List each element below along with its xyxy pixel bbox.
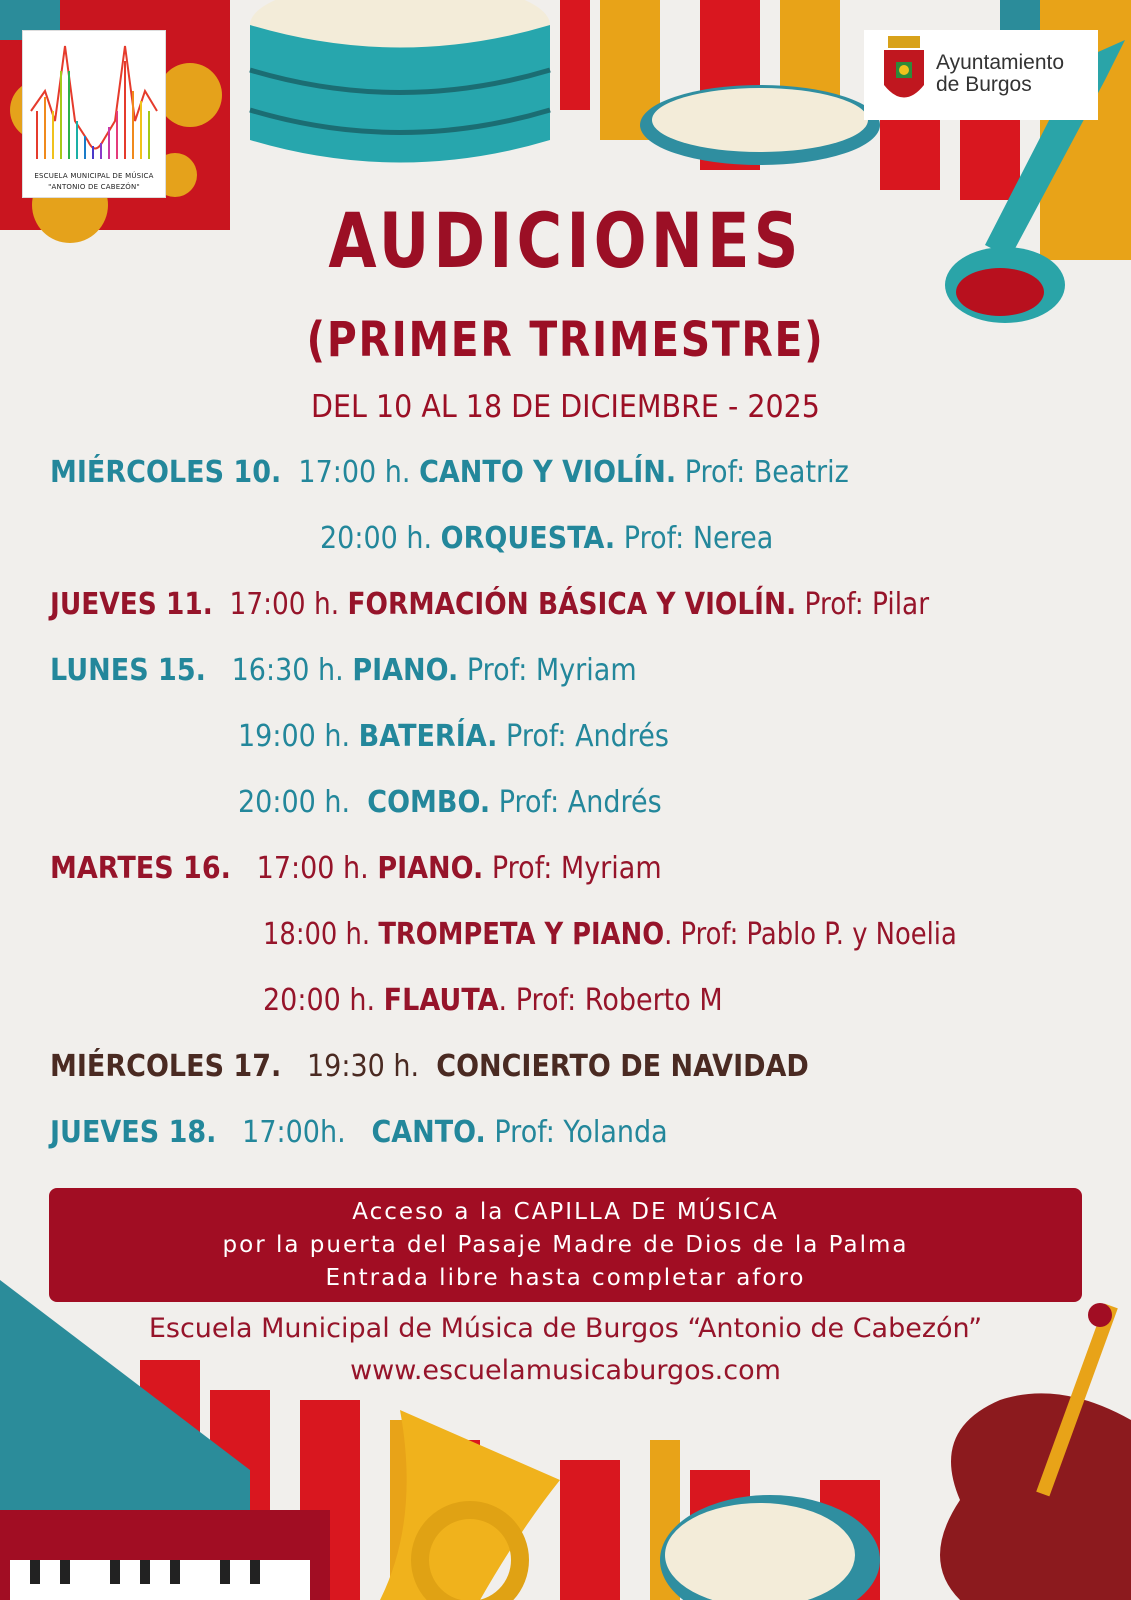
schedule-prof: Prof: Beatriz [684,455,849,490]
schedule-row [50,453,938,493]
schedule-event: TROMPETA Y PIANO [378,917,665,952]
schedule-row [50,1113,736,1153]
coat-of-arms-icon [874,30,934,120]
schedule-time: 16:30 h. [231,653,344,688]
schedule-prof: Prof: Yolanda [494,1115,668,1150]
schedule-event: COMBO. [367,785,491,820]
footer-school-name: Escuela Municipal de Música de Burgos “Antonio de Cabezón” [148,1313,983,1344]
schedule-event: FORMACIÓN BÁSICA Y VIOLÍN. [347,587,797,622]
schedule-day: MIÉRCOLES 10. [50,455,282,490]
city-logo-line2: de Burgos [936,73,1032,96]
city-logo-line1: Ayuntamiento [936,51,1065,74]
schedule-time: 19:30 h. [306,1049,420,1084]
footer-website[interactable]: www.escuelamusicaburgos.com [350,1355,781,1386]
schedule-time: 19:00 h. [238,719,351,754]
schedule-time: 17:00 h. [298,455,411,490]
access-info-box [49,1188,1082,1302]
schedule-row [263,915,1070,955]
schedule-time: 20:00 h. [263,983,376,1018]
schedule-time: 18:00 h. [263,917,371,952]
violin-icon [940,1393,1131,1600]
school-logo-line2: "ANTONIO DE CABEZÓN" [48,183,140,191]
schedule-row [320,519,824,559]
poster-subtitle: (PRIMER TRIMESTRE) [306,312,825,368]
schedule-day: JUEVES 11. [50,587,213,622]
schedule-event: ORQUESTA. [440,521,616,556]
schedule-row [263,981,774,1021]
schedule-prof: Prof: Andrés [498,785,662,820]
schedule-event: CONCIERTO DE NAVIDAD [436,1049,809,1084]
school-logo [22,30,166,198]
bell-icon [158,63,222,127]
schedule-prof: Prof: Myriam [466,653,637,688]
schedule-row [50,585,1049,625]
schedule-time: 17:00 h. [256,851,369,886]
schedule-prof: Prof: Myriam [491,851,662,886]
schedule-prof: Prof: Pilar [804,587,930,622]
poster-dates: DEL 10 AL 18 DE DICIEMBRE - 2025 [311,389,820,425]
schedule-prof: . Prof: Roberto M [498,983,723,1018]
schedule-event: FLAUTA [383,983,499,1018]
schedule-time: 20:00 h. [238,785,351,820]
schedule-row [50,651,702,691]
schedule-event: PIANO. [377,851,484,886]
city-logo [864,30,1098,120]
school-logo-line1: ESCUELA MUNICIPAL DE MÚSICA [34,172,154,180]
schedule-row [50,849,730,889]
schedule-row [50,1047,893,1087]
schedule-event: CANTO. [371,1115,486,1150]
schedule-day: LUNES 15. [50,653,206,688]
schedule-row [238,783,709,823]
schedule-event: PIANO. [352,653,459,688]
poster-title: AUDICIONES [328,196,803,285]
organ-logo-icon [23,31,165,171]
access-line-2: por la puerta del Pasaje Madre de Dios de la Palma [222,1232,909,1258]
access-line-1: Acceso a la CAPILLA DE MÚSICA [352,1199,779,1225]
schedule-day: MIÉRCOLES 17. [50,1049,282,1084]
schedule-event: CANTO Y VIOLÍN. [419,455,677,490]
schedule-prof: . Prof: Pablo P. y Noelia [664,917,957,952]
schedule-time: 17:00h. [242,1115,346,1150]
schedule-prof: Prof: Nerea [623,521,774,556]
schedule-day: MARTES 16. [50,851,231,886]
schedule-prof: Prof: Andrés [506,719,669,754]
schedule-time: 17:00 h. [229,587,340,622]
schedule-event: BATERÍA. [358,719,498,754]
schedule-row [238,717,717,757]
schedule-time: 20:00 h. [320,521,433,556]
schedule-day: JUEVES 18. [50,1115,217,1150]
access-line-3: Entrada libre hasta completar aforo [325,1265,806,1291]
